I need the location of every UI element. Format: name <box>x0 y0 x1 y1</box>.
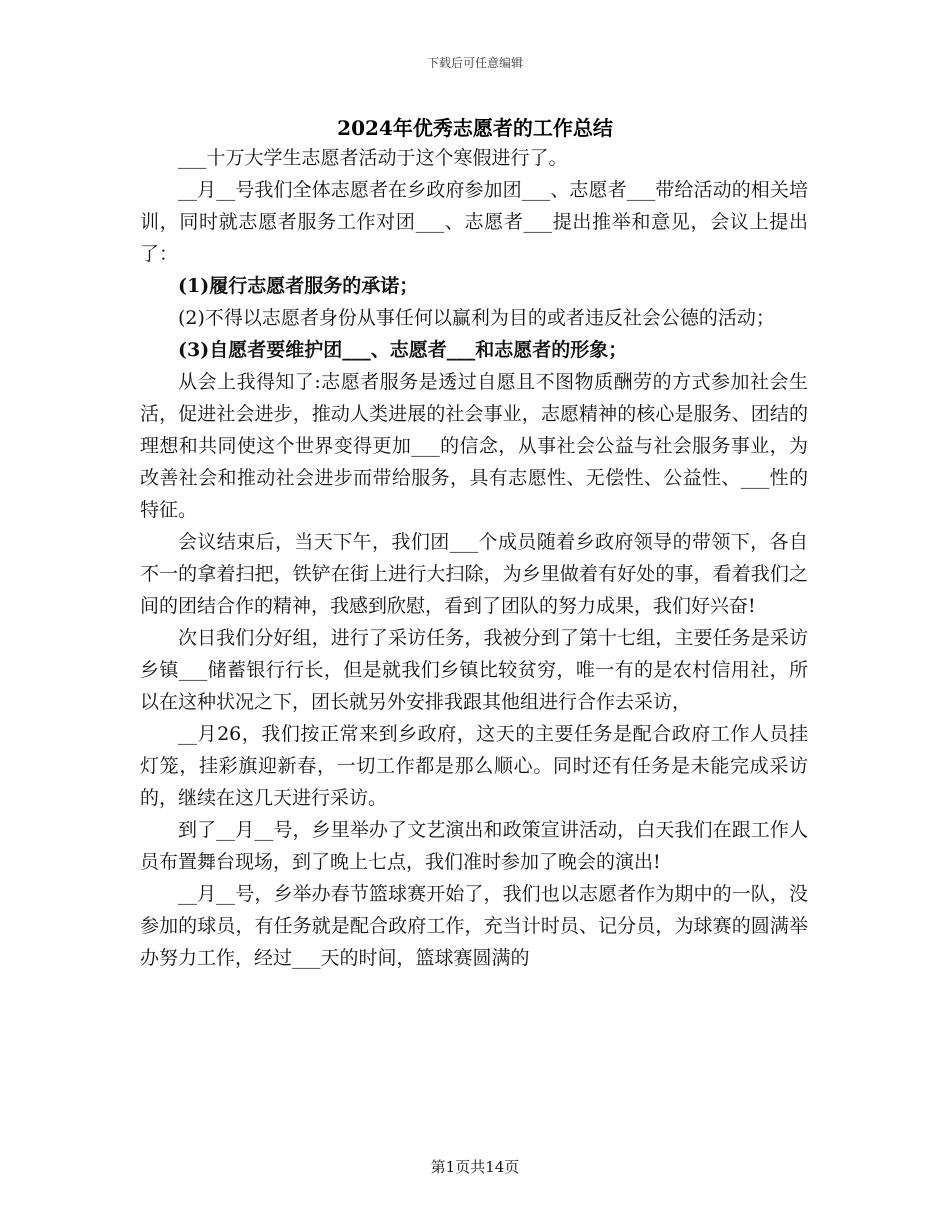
document-title: 2024年优秀志愿者的工作总结 <box>337 116 613 140</box>
paragraph-bold: (1)履行志愿者服务的承诺； <box>178 275 419 297</box>
paragraph-bold: (3)自愿者要维护团___、志愿者___和志愿者的形象； <box>178 339 628 361</box>
paragraph: __月__号，乡举办春节篮球赛开始了，我们也以志愿者作为期中的一队，没参加的球员，有任务就是配合政府工作，充当计时员、记分员，为球赛的圆满举办努力工作，经过___天的时间，篮球赛圆满的 <box>140 883 808 969</box>
paragraph: __月26，我们按正常来到乡政府，这天的主要任务是配合政府工作人员挂灯笼，挂彩旗迎新春，一切工作都是那么顺心。同时还有任务是未能完成采访的，继续在这几天进行采访。 <box>140 723 808 809</box>
paragraph: __月__号我们全体志愿者在乡政府参加团___、志愿者___带给活动的相关培训，同时就志愿者服务工作对团___、志愿者___提出推举和意见，会议上提出了： <box>140 179 808 265</box>
paragraph: 从会上我得知了:志愿者服务是透过自愿且不图物质酬劳的方式参加社会生活，促进社会进步，推动人类进展的社会事业，志愿精神的核心是服务、团结的理想和共同使这个世界变得更加___的信念，从事社会公益与社会服务事业，为改善社会和推动社会进步而带给服务，具有志愿性、无偿性、公益性、___性的特征。 <box>140 371 808 521</box>
paragraph: 次日我们分好组，进行了采访任务，我被分到了第十七组，主要任务是采访乡镇___储蓄银行行长，但是就我们乡镇比较贫穷，唯一有的是农村信用社，所以在这种状况之下，团长就另外安排我跟其他组进行合作去采访， <box>140 627 808 713</box>
paragraph: (2)不得以志愿者身份从事任何以赢利为目的或者违反社会公德的活动； <box>178 307 775 329</box>
paragraph: 会议结束后，当天下午，我们团___个成员随着乡政府领导的带领下，各自不一的拿着扫把，铁铲在街上进行大扫除，为乡里做着有好处的事，看着我们之间的团结合作的精神，我感到欣慰，看到了团队的努力成果，我们好兴奋! <box>140 531 808 617</box>
header-note: 下载后可任意编辑 <box>426 56 523 70</box>
paragraph: ___十万大学生志愿者活动于这个寒假进行了。 <box>178 147 568 169</box>
page-number: 第1页共14页 <box>430 1158 520 1176</box>
paragraph: 到了__月__号，乡里举办了文艺演出和政策宣讲活动，白天我们在跟工作人员布置舞台现场，到了晚上七点，我们准时参加了晚会的演出! <box>140 819 808 873</box>
document-body <box>140 142 808 974</box>
